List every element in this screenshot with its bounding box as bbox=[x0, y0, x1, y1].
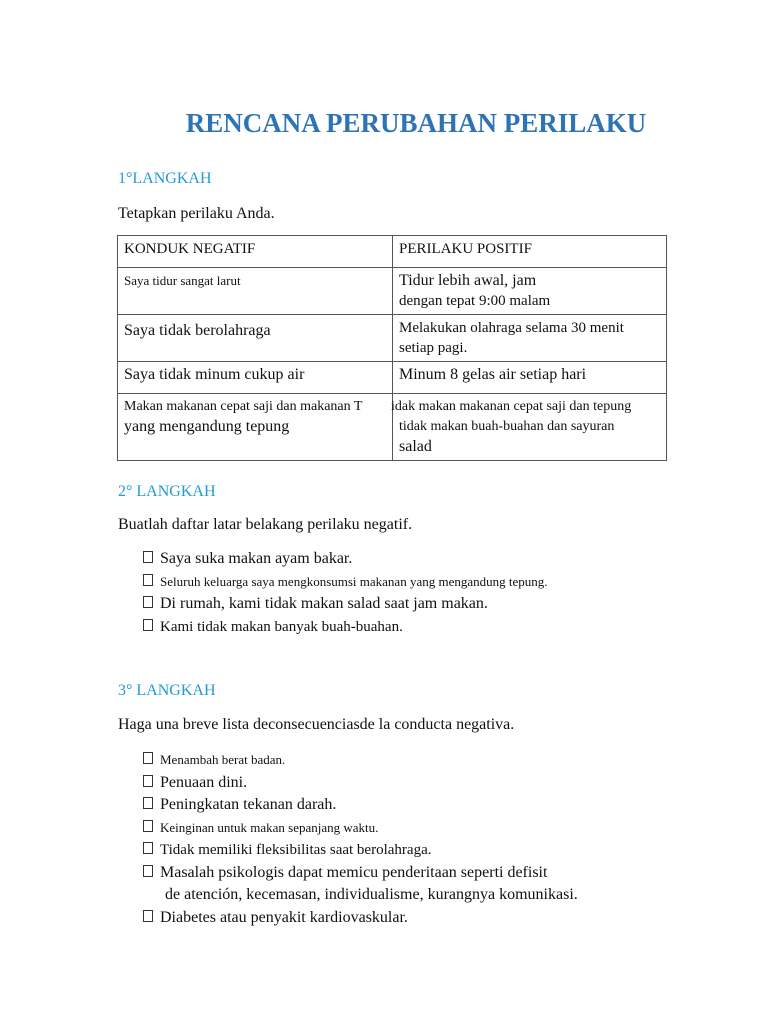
list-item-text: Diabetes atau penyakit kardiovaskular. bbox=[160, 908, 408, 926]
step2-instruction: Buatlah daftar latar belakang perilaku negatif. bbox=[118, 516, 413, 533]
list-item-text: Tidak memiliki fleksibilitas saat berolahraga. bbox=[160, 842, 432, 858]
table-row bbox=[118, 394, 667, 461]
list-item-text: Di rumah, kami tidak makan salad saat jam makan. bbox=[160, 595, 488, 612]
step3-list bbox=[143, 749, 578, 929]
checkbox-icon bbox=[143, 820, 153, 832]
list-item bbox=[143, 907, 578, 930]
table-cell-line: setiap pagi. bbox=[399, 340, 468, 356]
table-row bbox=[118, 268, 667, 315]
list-item bbox=[143, 749, 578, 772]
checkbox-icon bbox=[143, 574, 153, 586]
checkbox-icon bbox=[143, 910, 153, 922]
table-cell-positive: Minum 8 gelas air setiap hari bbox=[393, 362, 667, 394]
step2-list bbox=[143, 548, 548, 638]
table-header-row bbox=[118, 236, 667, 268]
table-cell-line: salad bbox=[399, 438, 432, 455]
list-item bbox=[143, 794, 578, 817]
page-title: RENCANA PERUBAHAN PERILAKU bbox=[185, 108, 647, 138]
list-item-text: Penuaan dini. bbox=[160, 773, 248, 791]
list-item-text: Seluruh keluarga saya mengkonsumsi makanan yang mengandung tepung. bbox=[160, 573, 548, 589]
table-cell-line: idak makan makanan cepat saji dan tepung bbox=[391, 399, 632, 414]
table-cell-line: Makan makanan cepat saji dan makanan T bbox=[124, 399, 363, 414]
table-cell-line: tidak makan buah-buahan dan sayuran bbox=[399, 419, 615, 434]
step1-instruction: Tetapkan perilaku Anda. bbox=[118, 205, 275, 222]
table-cell-line: Tidur lebih awal, jam bbox=[399, 272, 537, 289]
list-item bbox=[143, 616, 548, 639]
checkbox-icon bbox=[143, 619, 153, 631]
list-item bbox=[143, 593, 548, 616]
list-item bbox=[143, 839, 578, 862]
step3-instruction: Haga una breve lista deconsecuenciasde la conducta negativa. bbox=[118, 716, 515, 733]
table-header-positive: PERILAKU POSITIF bbox=[393, 236, 667, 268]
list-item-text: de atención, kecemasan, individualisme, kurangnya komunikasi. bbox=[165, 886, 578, 903]
checkbox-icon bbox=[143, 551, 153, 563]
checkbox-icon bbox=[143, 842, 153, 854]
table-cell-negative bbox=[118, 394, 393, 461]
list-item-text: Saya suka makan ayam bakar. bbox=[160, 550, 353, 567]
checkbox-icon bbox=[143, 596, 153, 608]
step3-heading: 3° LANGKAH bbox=[118, 682, 216, 699]
step1-heading: 1°LANGKAH bbox=[118, 170, 212, 187]
checkbox-icon bbox=[143, 797, 153, 809]
table-cell-line: dengan tepat 9:00 malam bbox=[399, 293, 551, 309]
list-item bbox=[143, 772, 578, 795]
list-item bbox=[143, 571, 548, 594]
table-cell-negative: Saya tidak minum cukup air bbox=[118, 362, 393, 394]
list-item bbox=[143, 548, 548, 571]
checkbox-icon bbox=[143, 865, 153, 877]
list-item-continuation bbox=[143, 884, 578, 907]
table-header-negative: KONDUK NEGATIF bbox=[118, 236, 393, 268]
list-item-text: Kami tidak makan banyak buah-buahan. bbox=[160, 618, 403, 635]
table-cell-negative: Saya tidur sangat larut bbox=[118, 268, 393, 315]
list-item bbox=[143, 862, 578, 885]
table-cell-line: yang mengandung tepung bbox=[124, 418, 290, 435]
table-row bbox=[118, 362, 667, 394]
table-cell-positive bbox=[393, 268, 667, 315]
list-item-text: Peningkatan tekanan darah. bbox=[160, 796, 337, 813]
table-cell-positive bbox=[393, 394, 667, 461]
step2-heading: 2° LANGKAH bbox=[118, 483, 216, 500]
checkbox-icon bbox=[143, 752, 153, 764]
table-cell-positive bbox=[393, 315, 667, 362]
list-item bbox=[143, 817, 578, 840]
checkbox-icon bbox=[143, 775, 153, 787]
table-cell-line: Melakukan olahraga selama 30 menit bbox=[399, 320, 624, 336]
list-item-text: Masalah psikologis dapat memicu penderitaan seperti defisit bbox=[160, 863, 548, 881]
list-item-text: Menambah berat badan. bbox=[160, 752, 286, 767]
table-cell-negative: Saya tidak berolahraga bbox=[118, 315, 393, 362]
behavior-table bbox=[117, 235, 667, 461]
list-item-text: Keinginan untuk makan sepanjang waktu. bbox=[160, 819, 379, 835]
table-row bbox=[118, 315, 667, 362]
